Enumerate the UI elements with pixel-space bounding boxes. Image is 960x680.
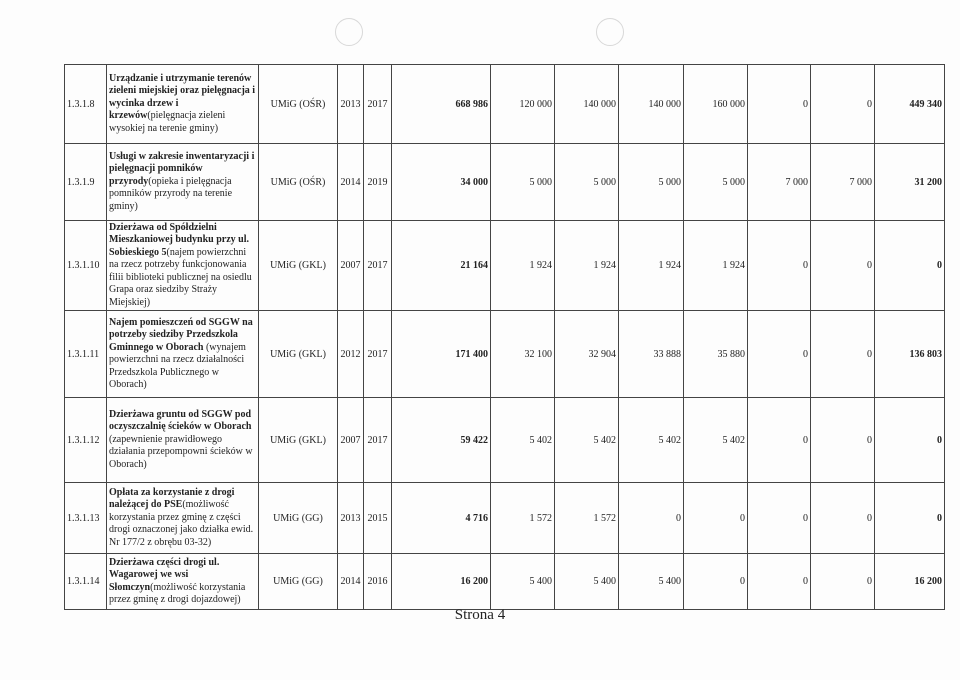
row-description bbox=[107, 144, 259, 221]
punch-hole-right bbox=[596, 18, 624, 46]
row-description-title: Dzierżawa od Spółdzielni Mieszkaniowej budynku przy ul. Sobieskiego 5 bbox=[109, 221, 250, 258]
row-value-3: 1 924 bbox=[619, 221, 684, 311]
row-value-3: 33 888 bbox=[619, 311, 684, 398]
punch-hole-left bbox=[335, 18, 363, 46]
row-unit: UMiG (OŚR) bbox=[259, 144, 338, 221]
row-description-detail: (zapewnienie prawidłowego działania przepompowni ścieków w Oborach) bbox=[109, 433, 253, 470]
row-year-from: 2007 bbox=[338, 398, 364, 483]
row-value-5: 0 bbox=[748, 554, 811, 610]
row-total: 0 bbox=[875, 398, 945, 483]
row-year-from: 2007 bbox=[338, 221, 364, 311]
row-limit: 668 986 bbox=[392, 65, 491, 144]
row-value-4: 5 000 bbox=[684, 144, 748, 221]
row-value-4: 0 bbox=[684, 554, 748, 610]
row-value-1: 32 100 bbox=[491, 311, 555, 398]
row-unit: UMiG (GG) bbox=[259, 554, 338, 610]
row-description-title: Dzierżawa części drogi ul. Wagarowej we wsi Słomczyn bbox=[109, 556, 220, 593]
row-total: 0 bbox=[875, 483, 945, 554]
row-limit: 21 164 bbox=[392, 221, 491, 311]
row-value-4: 5 402 bbox=[684, 398, 748, 483]
table-row bbox=[65, 221, 945, 311]
row-value-6: 0 bbox=[811, 398, 875, 483]
row-unit: UMiG (GG) bbox=[259, 483, 338, 554]
table-row bbox=[65, 483, 945, 554]
row-year-to: 2015 bbox=[364, 483, 392, 554]
table-row bbox=[65, 311, 945, 398]
row-description-title: Usługi w zakresie inwentaryzacji i pielęgnacji pomników przyrody bbox=[109, 150, 255, 187]
row-value-1: 5 000 bbox=[491, 144, 555, 221]
row-value-5: 0 bbox=[748, 65, 811, 144]
row-year-from: 2013 bbox=[338, 483, 364, 554]
row-year-from: 2012 bbox=[338, 311, 364, 398]
row-value-5: 0 bbox=[748, 483, 811, 554]
row-value-4: 1 924 bbox=[684, 221, 748, 311]
row-total: 449 340 bbox=[875, 65, 945, 144]
row-description-detail: (wynajem powierzchni na rzecz działalności Przedszkola Publicznego w Oborach) bbox=[109, 341, 246, 390]
row-value-2: 140 000 bbox=[555, 65, 619, 144]
row-value-3: 5 402 bbox=[619, 398, 684, 483]
row-year-to: 2017 bbox=[364, 311, 392, 398]
row-total: 16 200 bbox=[875, 554, 945, 610]
row-value-5: 0 bbox=[748, 221, 811, 311]
financial-table bbox=[64, 64, 945, 610]
row-value-5: 7 000 bbox=[748, 144, 811, 221]
row-value-1: 5 400 bbox=[491, 554, 555, 610]
table-row bbox=[65, 554, 945, 610]
row-value-1: 1 572 bbox=[491, 483, 555, 554]
row-description bbox=[107, 311, 259, 398]
row-value-6: 0 bbox=[811, 221, 875, 311]
row-value-3: 0 bbox=[619, 483, 684, 554]
table-row bbox=[65, 144, 945, 221]
row-year-from: 2014 bbox=[338, 554, 364, 610]
row-limit: 59 422 bbox=[392, 398, 491, 483]
row-description-title: Opłata za korzystanie z drogi należącej do PSE bbox=[109, 486, 235, 511]
row-total: 0 bbox=[875, 221, 945, 311]
row-value-2: 1 924 bbox=[555, 221, 619, 311]
row-id: 1.3.1.13 bbox=[65, 483, 107, 554]
row-year-to: 2017 bbox=[364, 221, 392, 311]
row-value-2: 5 402 bbox=[555, 398, 619, 483]
row-limit: 4 716 bbox=[392, 483, 491, 554]
row-value-4: 160 000 bbox=[684, 65, 748, 144]
row-id: 1.3.1.8 bbox=[65, 65, 107, 144]
row-year-to: 2017 bbox=[364, 398, 392, 483]
row-description bbox=[107, 65, 259, 144]
row-unit: UMiG (GKL) bbox=[259, 398, 338, 483]
row-value-2: 32 904 bbox=[555, 311, 619, 398]
row-value-3: 5 400 bbox=[619, 554, 684, 610]
row-value-6: 7 000 bbox=[811, 144, 875, 221]
row-id: 1.3.1.11 bbox=[65, 311, 107, 398]
table-row bbox=[65, 398, 945, 483]
row-value-4: 0 bbox=[684, 483, 748, 554]
row-description-detail: (opieka i pielęgnacja pomników przyrody na terenie gminy) bbox=[109, 175, 233, 212]
row-value-5: 0 bbox=[748, 398, 811, 483]
row-value-1: 5 402 bbox=[491, 398, 555, 483]
row-value-6: 0 bbox=[811, 311, 875, 398]
row-id: 1.3.1.12 bbox=[65, 398, 107, 483]
row-description-detail: (możliwość korzystania przez gminę z drogi dojazdowej) bbox=[109, 581, 246, 605]
row-description-detail: (pielęgnacja zieleni wysokiej na terenie gminy) bbox=[109, 110, 226, 134]
row-description bbox=[107, 221, 259, 311]
row-description-title: Urządzanie i utrzymanie terenów zieleni miejskiej oraz pielęgnacja i wycinka drzew i krzewów bbox=[109, 72, 256, 122]
row-id: 1.3.1.14 bbox=[65, 554, 107, 610]
row-year-from: 2014 bbox=[338, 144, 364, 221]
row-total: 136 803 bbox=[875, 311, 945, 398]
row-total: 31 200 bbox=[875, 144, 945, 221]
row-value-3: 140 000 bbox=[619, 65, 684, 144]
row-value-1: 120 000 bbox=[491, 65, 555, 144]
row-limit: 34 000 bbox=[392, 144, 491, 221]
row-description-detail: (możliwość korzystania przez gminę z części drogi oznaczonej jako działka ewid. Nr 177/2 z obrębu 03-32) bbox=[109, 499, 254, 548]
row-value-6: 0 bbox=[811, 483, 875, 554]
row-year-to: 2019 bbox=[364, 144, 392, 221]
row-value-5: 0 bbox=[748, 311, 811, 398]
table-row bbox=[65, 65, 945, 144]
row-year-from: 2013 bbox=[338, 65, 364, 144]
row-description bbox=[107, 398, 259, 483]
row-value-2: 5 000 bbox=[555, 144, 619, 221]
row-value-2: 1 572 bbox=[555, 483, 619, 554]
row-value-6: 0 bbox=[811, 65, 875, 144]
row-limit: 171 400 bbox=[392, 311, 491, 398]
row-id: 1.3.1.10 bbox=[65, 221, 107, 311]
row-value-1: 1 924 bbox=[491, 221, 555, 311]
row-value-3: 5 000 bbox=[619, 144, 684, 221]
row-description-title: Najem pomieszczeń od SGGW na potrzeby siedziby Przedszkola Gminnego w Oborach bbox=[109, 316, 253, 353]
row-value-6: 0 bbox=[811, 554, 875, 610]
row-year-to: 2017 bbox=[364, 65, 392, 144]
row-description-detail: (najem powierzchni na rzecz potrzeby funkcjonowania filii biblioteki publicznej na osiedlu Grapa oraz siedziby Straży Miejskiej) bbox=[109, 246, 252, 308]
row-limit: 16 200 bbox=[392, 554, 491, 610]
row-description-title: Dzierżawa gruntu od SGGW pod oczyszczalnię ścieków w Oborach bbox=[109, 408, 252, 433]
row-unit: UMiG (GKL) bbox=[259, 221, 338, 311]
row-description bbox=[107, 483, 259, 554]
row-description bbox=[107, 554, 259, 610]
row-unit: UMiG (OŚR) bbox=[259, 65, 338, 144]
row-id: 1.3.1.9 bbox=[65, 144, 107, 221]
row-value-2: 5 400 bbox=[555, 554, 619, 610]
row-year-to: 2016 bbox=[364, 554, 392, 610]
row-unit: UMiG (GKL) bbox=[259, 311, 338, 398]
row-value-4: 35 880 bbox=[684, 311, 748, 398]
page-number: Strona 4 bbox=[454, 607, 506, 623]
